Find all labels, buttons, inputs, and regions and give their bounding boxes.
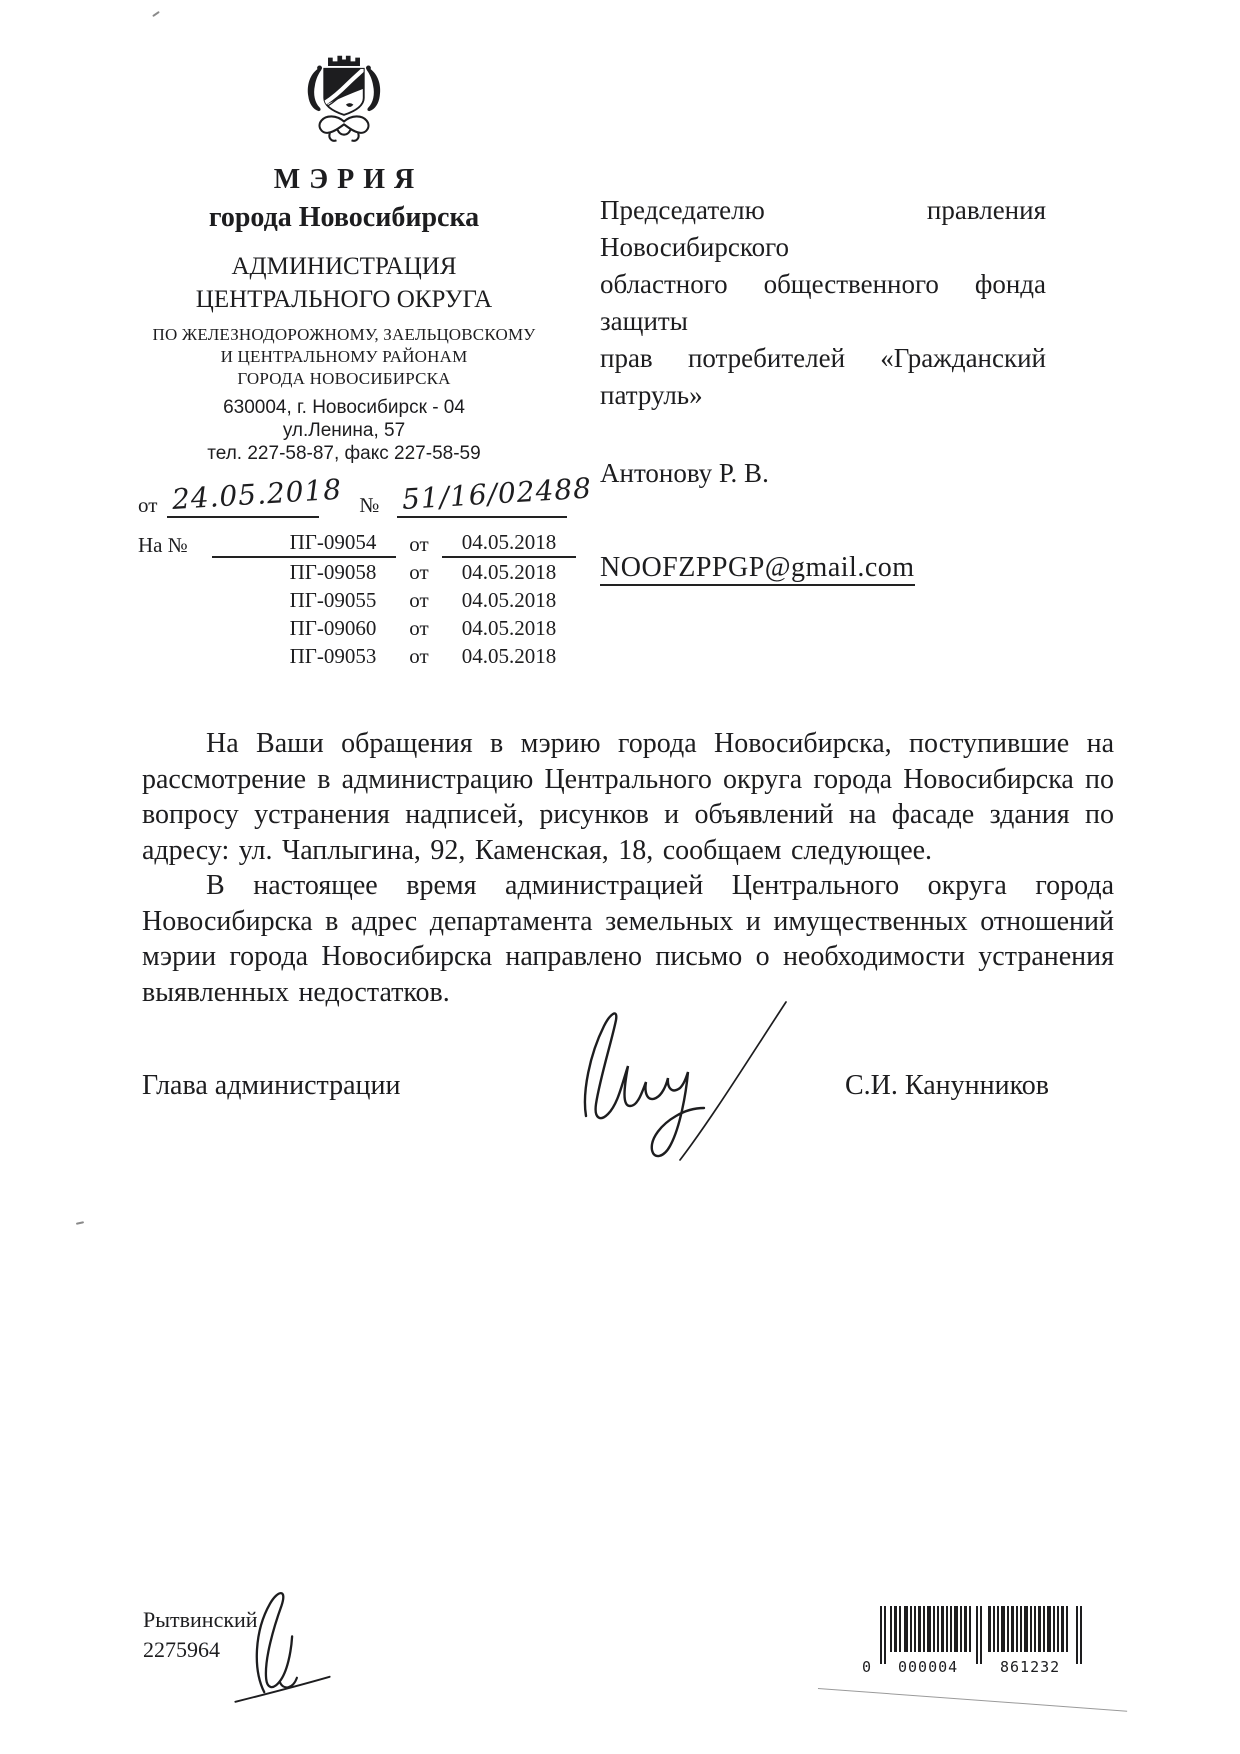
districts-line1: ПО ЖЕЛЕЗНОДОРОЖНОМУ, ЗАЕЛЬЦОВСКОМУ xyxy=(152,325,536,345)
reference-from-label: от xyxy=(409,588,429,612)
barcode-bars-icon xyxy=(880,1606,1086,1666)
reference-date: 04.05.2018 xyxy=(442,530,576,558)
division-name xyxy=(118,250,570,316)
outgoing-number-field xyxy=(397,466,594,518)
executor-phone: 2275964 xyxy=(143,1637,220,1662)
districts-line3: ГОРОДА НОВОСИБИРСКА xyxy=(237,369,451,389)
addressee-person: Антонову Р. В. xyxy=(600,458,769,488)
signoff-name: С.И. Канунников xyxy=(845,1070,1049,1101)
signoff-title: Глава администрации xyxy=(142,1070,401,1101)
letterhead xyxy=(118,48,570,465)
reference-from-label: от xyxy=(409,532,429,556)
reference-row xyxy=(138,642,576,670)
postal-address: 630004, г. Новосибирск - 04 xyxy=(223,397,465,419)
reference-date: 04.05.2018 xyxy=(461,588,557,612)
outgoing-date-field xyxy=(167,466,344,518)
kanunnikov-handwritten-signature-icon xyxy=(552,988,812,1173)
scan-speck xyxy=(152,11,160,17)
reference-underline xyxy=(212,556,270,558)
executor-name: Рытвинский xyxy=(143,1607,258,1632)
registration-barcode xyxy=(862,1606,1112,1678)
outgoing-line xyxy=(138,468,594,518)
division-line1: АДМИНИСТРАЦИЯ xyxy=(231,253,457,281)
outgoing-from-label: от xyxy=(138,493,158,517)
body-text xyxy=(142,726,1114,1010)
reference-number: ПГ-09054 xyxy=(270,530,396,558)
outgoing-number-handwritten: 51/16/02488 xyxy=(401,471,594,516)
body-paragraph-1: На Ваши обращения в мэрию города Новосибирска, поступившие на рассмотрение в администрацию Центрального округа города Новосибирска по вопросу устранения надписей, рисунков и объявлений на фасаде здания по адресу: ул. Чаплыгина, 92, Каменская, 18, сообщаем следующее. xyxy=(142,728,1114,866)
addressee-org-line1: Председателю правления Новосибирского xyxy=(600,195,1046,262)
reference-from-label: от xyxy=(409,616,429,640)
reference-date: 04.05.2018 xyxy=(461,560,557,584)
reference-date: 04.05.2018 xyxy=(461,616,557,640)
reference-number: ПГ-09055 xyxy=(289,588,377,612)
outgoing-date-handwritten: 24.05.2018 xyxy=(171,472,344,516)
addressee-org-line2: областного общественного фонда защиты xyxy=(600,269,1046,336)
reference-number: ПГ-09060 xyxy=(289,616,377,640)
barcode-digit-leading: 0 xyxy=(862,1658,873,1676)
reply-label: На № xyxy=(138,533,188,557)
scan-speck xyxy=(76,1221,84,1225)
org-name-line2: города Новосибирска xyxy=(208,202,480,234)
districts-line2: И ЦЕНТРАЛЬНОМУ РАЙОНАМ xyxy=(220,347,468,367)
reference-row xyxy=(138,558,576,586)
org-name-line1: МЭРИЯ xyxy=(273,164,424,195)
barcode-digits-group1: 000004 xyxy=(898,1658,959,1676)
districts-list xyxy=(118,324,570,390)
body-paragraph-2: В настоящее время администрацией Центрального округа города Новосибирска в адрес департамента земельных и имущественных отношений мэрии города Новосибирска направлено письмо о необходимости устранения выявленных недостатков. xyxy=(142,870,1114,1008)
executor-handwritten-initials-icon xyxy=(220,1576,345,1716)
addressee-email: NOOFZPPGP@gmail.com xyxy=(600,549,1046,586)
division-line2: ЦЕНТРАЛЬНОГО ОКРУГА xyxy=(195,286,493,314)
outgoing-number-sign: № xyxy=(359,493,380,517)
reference-date: 04.05.2018 xyxy=(461,644,557,668)
addressee-block xyxy=(600,192,1046,586)
reference-from-label: от xyxy=(409,644,429,668)
street-address: ул.Ленина, 57 xyxy=(282,420,406,442)
addressee-org-line3: прав потребителей «Гражданский патруль» xyxy=(600,343,1046,410)
novosibirsk-coat-of-arms-icon xyxy=(297,48,391,148)
scan-artifact-line xyxy=(818,1688,1127,1712)
reference-row xyxy=(138,586,576,614)
reference-from-label: от xyxy=(409,560,429,584)
incoming-references xyxy=(138,530,576,670)
reference-row xyxy=(138,614,576,642)
reference-row xyxy=(138,530,576,558)
reference-number: ПГ-09053 xyxy=(289,644,377,668)
phone-fax: тел. 227-58-87, факс 227-58-59 xyxy=(207,443,481,465)
barcode-digits-group2: 861232 xyxy=(1000,1658,1061,1676)
reference-number: ПГ-09058 xyxy=(289,560,377,584)
